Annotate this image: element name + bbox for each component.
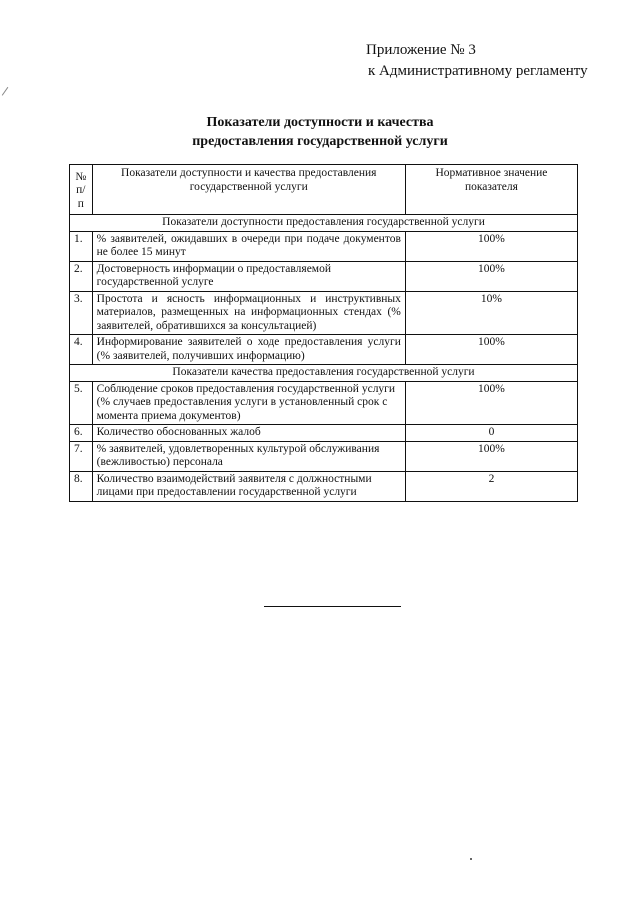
row-number: 7. (70, 441, 93, 471)
section-title: Показатели доступности предоставления государственной услуги (70, 215, 578, 232)
title-line-2: предоставления государственной услуги (192, 134, 448, 149)
row-value: 100% (405, 231, 577, 261)
row-indicator: Количество обоснованных жалоб (92, 425, 405, 442)
scan-artifact (2, 87, 13, 99)
row-value: 10% (405, 291, 577, 335)
header-number: № п/п (70, 165, 93, 215)
scan-artifact (470, 858, 472, 860)
row-indicator: Простота и ясность информационных и инструктивных материалов, размещенных на информационных стендах (% заявителей, обратившихся за консультацией) (92, 291, 405, 335)
table-row (70, 441, 578, 471)
table-row (70, 381, 578, 425)
row-indicator: Соблюдение сроков предоставления государственной услуги (% случаев предоставления услуги в установленный срок с момента приема документов) (92, 381, 405, 425)
table-row (70, 291, 578, 335)
appendix-heading (366, 40, 588, 82)
title-line-1: Показатели доступности и качества (206, 115, 434, 130)
indicators-table (69, 164, 578, 502)
row-number: 3. (70, 291, 93, 335)
row-number: 8. (70, 471, 93, 501)
row-number: 5. (70, 381, 93, 425)
row-number: 4. (70, 335, 93, 365)
table-row (70, 335, 578, 365)
section-row-quality (70, 365, 578, 382)
section-row-availability (70, 215, 578, 232)
appendix-number: Приложение № 3 (366, 42, 476, 58)
row-number: 1. (70, 231, 93, 261)
table-row (70, 471, 578, 501)
row-indicator: Количество взаимодействий заявителя с должностными лицами при предоставлении государственной услуги (92, 471, 405, 501)
table-row (70, 261, 578, 291)
table-row (70, 231, 578, 261)
table-row (70, 425, 578, 442)
row-value: 2 (405, 471, 577, 501)
section-title: Показатели качества предоставления государственной услуги (70, 365, 578, 382)
document-title (60, 113, 580, 151)
row-indicator: % заявителей, ожидавших в очереди при подаче документов не более 15 минут (92, 231, 405, 261)
row-value: 100% (405, 381, 577, 425)
row-value: 100% (405, 441, 577, 471)
appendix-reference: к Административному регламенту (368, 63, 588, 79)
row-number: 2. (70, 261, 93, 291)
row-value: 100% (405, 335, 577, 365)
row-value: 100% (405, 261, 577, 291)
header-value: Нормативное значение показателя (405, 165, 577, 215)
row-indicator: Информирование заявителей о ходе предоставления услуги (% заявителей, получивших информацию) (92, 335, 405, 365)
end-separator-line (264, 606, 401, 607)
header-indicator: Показатели доступности и качества предоставления государственной услуги (92, 165, 405, 215)
row-indicator: Достоверность информации о предоставляемой государственной услуге (92, 261, 405, 291)
row-indicator: % заявителей, удовлетворенных культурой обслуживания (вежливостью) персонала (92, 441, 405, 471)
row-value: 0 (405, 425, 577, 442)
row-number: 6. (70, 425, 93, 442)
table-header-row (70, 165, 578, 215)
